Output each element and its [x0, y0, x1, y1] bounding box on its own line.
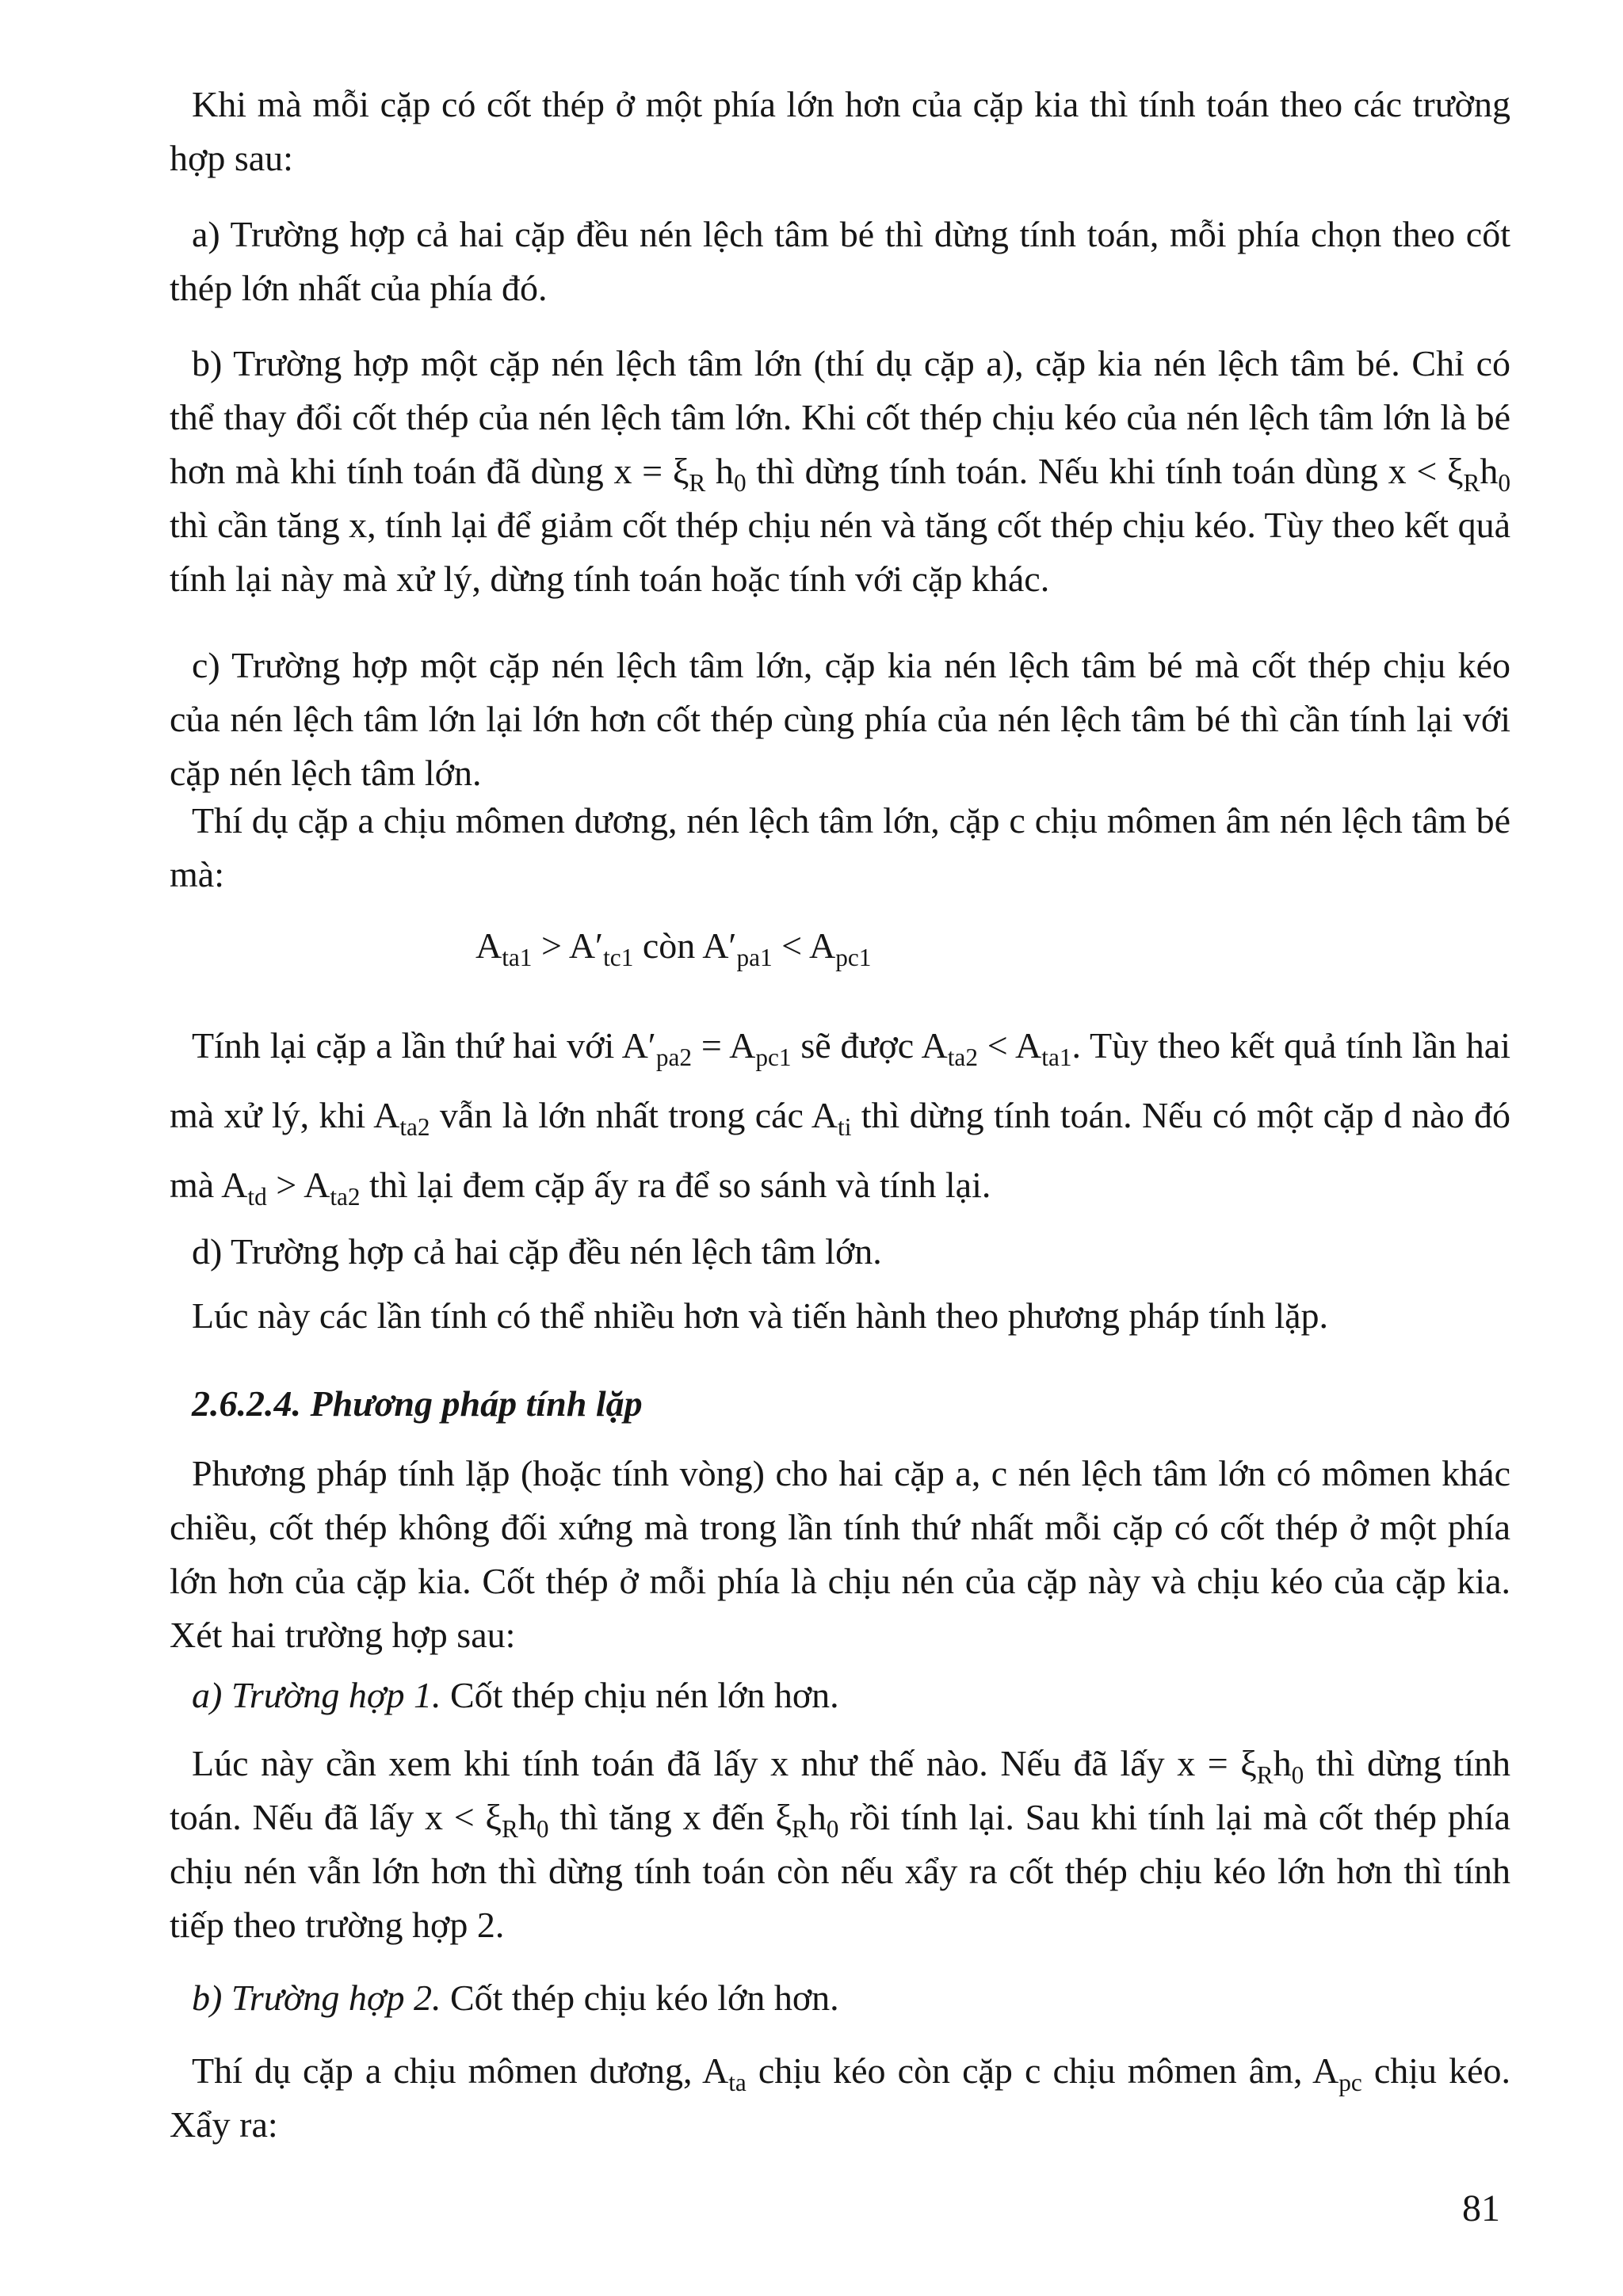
text: Cốt thép chịu nén lớn hơn. [441, 1675, 839, 1715]
text: h [517, 1797, 537, 1837]
italic-label: b) Trường hợp 2. [192, 1978, 441, 2018]
text: thì dừng tính toán. Nếu đã lấy x < ξ [170, 1743, 1510, 1837]
text: h [705, 451, 734, 491]
subscript: ta [728, 2069, 747, 2096]
text: < A [977, 1025, 1042, 1066]
eq-term: A [475, 925, 502, 966]
text: Thí dụ cặp a chịu mômen dương, nén lệch tâm lớn, cặp c chịu mômen âm nén lệch tâm bé mà: [170, 800, 1510, 894]
text: b) Trường hợp một cặp nén lệch tâm lớn (thí dụ cặp a), cặp kia nén lệch tâm bé. Chỉ có thể thay đổi cốt thép của nén lệch tâm lớn. Khi cốt thép chịu kéo của nén lệch tâm lớn là bé hơn mà khi tính toán đã dùng x = ξ [170, 343, 1510, 491]
text: > A [266, 1165, 330, 1205]
italic-label: a) Trường hợp 1. [192, 1675, 441, 1715]
paragraph-intro [170, 78, 1510, 185]
paragraph-case-1 [170, 1669, 1510, 1722]
text: thì lại đem cặp ấy ra để so sánh và tính lại. [360, 1165, 991, 1205]
text: thì cần tăng x, tính lại để giảm cốt thép chịu nén và tăng cốt thép chịu kéo. Tùy theo kết quả tính lại này mà xử lý, dừng tính toán hoặc tính với cặp khác. [170, 505, 1510, 599]
eq-term: < A [772, 925, 836, 966]
text: Khi mà mỗi cặp có cốt thép ở một phía lớn hơn của cặp kia thì tính toán theo các trường hợp sau: [170, 84, 1510, 178]
section-heading [170, 1377, 1510, 1431]
subscript: pc1 [755, 1043, 792, 1071]
subscript: pc1 [835, 944, 872, 971]
page-number: 81 [1462, 2187, 1500, 2229]
text: Phương pháp tính lặp (hoặc tính vòng) cho hai cặp a, c nén lệch tâm lớn có mômen khác chiều, cốt thép không đối xứng mà trong lần tính thứ nhất mỗi cặp có cốt thép ở một phía lớn hơn của cặp kia. Cốt thép ở mỗi phía là chịu nén của cặp này và chịu kéo của cặp kia. Xét hai trường hợp sau: [170, 1453, 1510, 1655]
text: vẫn là lớn nhất trong các A [430, 1095, 838, 1135]
subscript: 0 [1291, 1761, 1304, 1789]
text: chịu kéo còn cặp c chịu mômen âm, A [746, 2050, 1339, 2091]
subscript: pc [1338, 2069, 1362, 2096]
equation-inequality [475, 919, 871, 973]
text: Cốt thép chịu kéo lớn hơn. [441, 1978, 839, 2018]
text: thì dừng tính toán. Nếu có một cặp d nào đó mà A [170, 1095, 1510, 1205]
subscript: 0 [1498, 469, 1511, 497]
eq-term: > A′ [532, 925, 604, 966]
subscript: 0 [826, 1815, 839, 1843]
paragraph-example-2 [170, 2044, 1510, 2152]
text: h [1273, 1743, 1292, 1783]
eq-term: còn A′ [633, 925, 737, 966]
subscript: ta2 [399, 1113, 430, 1141]
subscript: ta1 [502, 944, 533, 971]
subscript: 0 [536, 1815, 549, 1843]
subscript: ti [838, 1113, 852, 1141]
paragraph-case-c [170, 639, 1510, 800]
text: = A [692, 1025, 756, 1066]
subscript: ta2 [330, 1183, 361, 1211]
text: d) Trường hợp cả hai cặp đều nén lệch tâm lớn. [192, 1231, 882, 1272]
text: . Tùy theo kết quả tính lần hai mà xử lý, khi A [170, 1025, 1510, 1135]
text: chịu kéo. Xẩy ra: [170, 2050, 1510, 2145]
paragraph-case-1-detail [170, 1737, 1510, 1952]
subscript: ta1 [1041, 1043, 1072, 1071]
subscript: 0 [733, 469, 747, 497]
text: rồi tính lại. Sau khi tính lại mà cốt thép phía chịu nén vẫn lớn hơn thì dừng tính toán còn nếu xẩy ra cốt thép chịu kéo lớn hơn thì tính tiếp theo trường hợp 2. [170, 1797, 1510, 1945]
heading-text: 2.6.2.4. Phương pháp tính lặp [192, 1383, 643, 1424]
paragraph-case-2 [170, 1971, 1510, 2025]
paragraph-case-b [170, 337, 1510, 606]
text: Lúc này các lần tính có thể nhiều hơn và tiến hành theo phương pháp tính lặp. [192, 1295, 1329, 1336]
text: Tính lại cặp a lần thứ hai với A′ [192, 1025, 656, 1066]
subscript: R [501, 1815, 518, 1843]
subscript: R [1256, 1761, 1274, 1789]
paragraph-example [170, 794, 1510, 902]
paragraph-method [170, 1447, 1510, 1662]
subscript: R [1463, 469, 1480, 497]
subscript: tc1 [603, 944, 634, 971]
subscript: R [689, 469, 706, 497]
text: Lúc này cần xem khi tính toán đã lấy x như thế nào. Nếu đã lấy x = ξ [192, 1743, 1257, 1783]
text: h [1480, 451, 1499, 491]
text: a) Trường hợp cả hai cặp đều nén lệch tâm bé thì dừng tính toán, mỗi phía chọn theo cốt thép lớn nhất của phía đó. [170, 214, 1510, 308]
text: thì dừng tính toán. Nếu khi tính toán dùng x < ξ [746, 451, 1464, 491]
subscript: pa1 [736, 944, 773, 971]
subscript: td [247, 1183, 267, 1211]
paragraph-case-a [170, 208, 1510, 315]
text: h [808, 1797, 827, 1837]
subscript: ta2 [947, 1043, 978, 1071]
paragraph-recalc [170, 1011, 1510, 1220]
subscript: R [791, 1815, 808, 1843]
paragraph-case-d [170, 1225, 1510, 1279]
paragraph-note [170, 1289, 1510, 1343]
text: thì tăng x đến ξ [548, 1797, 792, 1837]
text: sẽ được A [791, 1025, 948, 1066]
subscript: pa2 [655, 1043, 693, 1071]
text: c) Trường hợp một cặp nén lệch tâm lớn, cặp kia nén lệch tâm bé mà cốt thép chịu kéo của nén lệch tâm lớn lại lớn hơn cốt thép cùng phía của nén lệch tâm bé thì cần tính lại với cặp nén lệch tâm lớn. [170, 645, 1510, 793]
text: Thí dụ cặp a chịu mômen dương, A [192, 2050, 729, 2091]
